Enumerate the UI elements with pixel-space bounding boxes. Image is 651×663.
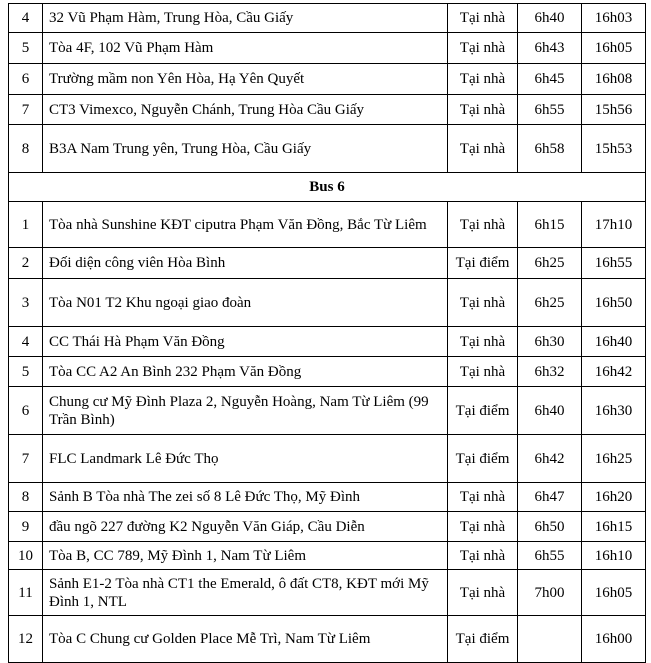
afternoon-time: 16h42: [582, 357, 646, 387]
afternoon-time: 15h53: [582, 125, 646, 173]
table-row: [9, 125, 646, 173]
stop-number: 7: [9, 95, 43, 125]
table-row: [9, 4, 646, 33]
stop-number: 7: [9, 435, 43, 483]
pickup-type: Tại điểm: [448, 616, 518, 663]
stop-address: đầu ngõ 227 đường K2 Nguyễn Văn Giáp, Cầu Diễn: [43, 512, 448, 542]
section-row: [9, 173, 646, 202]
morning-time: 6h30: [518, 327, 582, 357]
stop-address: 32 Vũ Phạm Hàm, Trung Hòa, Cầu Giấy: [43, 4, 448, 33]
afternoon-time: 16h25: [582, 435, 646, 483]
stop-number: 6: [9, 64, 43, 95]
morning-time: 6h32: [518, 357, 582, 387]
pickup-type: Tại nhà: [448, 357, 518, 387]
stop-number: 12: [9, 616, 43, 663]
stop-address: CC Thái Hà Phạm Văn Đồng: [43, 327, 448, 357]
table-row: [9, 279, 646, 327]
table-row: [9, 33, 646, 64]
pickup-type: Tại nhà: [448, 33, 518, 64]
pickup-type: Tại điểm: [448, 248, 518, 279]
afternoon-time: 16h03: [582, 4, 646, 33]
morning-time: 6h55: [518, 542, 582, 570]
pickup-type: Tại nhà: [448, 4, 518, 33]
table-row: [9, 327, 646, 357]
pickup-type: Tại nhà: [448, 327, 518, 357]
bus-section-title: Bus 6: [9, 173, 646, 202]
table-row: [9, 435, 646, 483]
stop-number: 8: [9, 125, 43, 173]
pickup-type: Tại nhà: [448, 95, 518, 125]
afternoon-time: 16h40: [582, 327, 646, 357]
bus-schedule-table: [8, 3, 646, 663]
morning-time: 6h50: [518, 512, 582, 542]
morning-time: 6h25: [518, 279, 582, 327]
morning-time: [518, 616, 582, 663]
table-row: [9, 512, 646, 542]
stop-number: 6: [9, 387, 43, 435]
stop-address: Sảnh E1-2 Tòa nhà CT1 the Emerald, ô đất CT8, KĐT mới Mỹ Đình 1, NTL: [43, 570, 448, 616]
stop-number: 8: [9, 483, 43, 512]
stop-address: CT3 Vimexco, Nguyễn Chánh, Trung Hòa Cầu Giấy: [43, 95, 448, 125]
table-row: [9, 357, 646, 387]
afternoon-time: 16h05: [582, 33, 646, 64]
table-row: [9, 64, 646, 95]
stop-number: 5: [9, 33, 43, 64]
stop-address: Tòa CC A2 An Bình 232 Phạm Văn Đồng: [43, 357, 448, 387]
stop-address: Tòa nhà Sunshine KĐT ciputra Phạm Văn Đồng, Bắc Từ Liêm: [43, 202, 448, 248]
table-row: [9, 542, 646, 570]
stop-number: 11: [9, 570, 43, 616]
pickup-type: Tại nhà: [448, 483, 518, 512]
pickup-type: Tại nhà: [448, 125, 518, 173]
stop-number: 1: [9, 202, 43, 248]
morning-time: 6h55: [518, 95, 582, 125]
stop-address: Tòa 4F, 102 Vũ Phạm Hàm: [43, 33, 448, 64]
afternoon-time: 16h15: [582, 512, 646, 542]
stop-address: Chung cư Mỹ Đình Plaza 2, Nguyễn Hoàng, Nam Từ Liêm (99 Trần Bình): [43, 387, 448, 435]
stop-address: Tòa N01 T2 Khu ngoại giao đoàn: [43, 279, 448, 327]
stop-number: 10: [9, 542, 43, 570]
pickup-type: Tại nhà: [448, 202, 518, 248]
pickup-type: Tại nhà: [448, 512, 518, 542]
afternoon-time: 16h10: [582, 542, 646, 570]
pickup-type: Tại nhà: [448, 542, 518, 570]
morning-time: 6h47: [518, 483, 582, 512]
pickup-type: Tại nhà: [448, 64, 518, 95]
table-row: [9, 387, 646, 435]
morning-time: 6h25: [518, 248, 582, 279]
morning-time: 6h58: [518, 125, 582, 173]
afternoon-time: 16h30: [582, 387, 646, 435]
pickup-type: Tại điểm: [448, 387, 518, 435]
afternoon-time: 16h00: [582, 616, 646, 663]
stop-number: 9: [9, 512, 43, 542]
morning-time: 6h43: [518, 33, 582, 64]
afternoon-time: 16h55: [582, 248, 646, 279]
afternoon-time: 17h10: [582, 202, 646, 248]
stop-address: Tòa B, CC 789, Mỹ Đình 1, Nam Từ Liêm: [43, 542, 448, 570]
stop-number: 2: [9, 248, 43, 279]
stop-address: FLC Landmark Lê Đức Thọ: [43, 435, 448, 483]
morning-time: 6h15: [518, 202, 582, 248]
pickup-type: Tại điểm: [448, 435, 518, 483]
pickup-type: Tại nhà: [448, 570, 518, 616]
morning-time: 6h45: [518, 64, 582, 95]
afternoon-time: 15h56: [582, 95, 646, 125]
morning-time: 6h40: [518, 387, 582, 435]
afternoon-time: 16h08: [582, 64, 646, 95]
stop-number: 4: [9, 327, 43, 357]
morning-time: 6h42: [518, 435, 582, 483]
stop-address: B3A Nam Trung yên, Trung Hòa, Cầu Giấy: [43, 125, 448, 173]
table-row: [9, 483, 646, 512]
table-row: [9, 570, 646, 616]
afternoon-time: 16h20: [582, 483, 646, 512]
morning-time: 6h40: [518, 4, 582, 33]
table-row: [9, 248, 646, 279]
stop-address: Đối diện công viên Hòa Bình: [43, 248, 448, 279]
stop-number: 5: [9, 357, 43, 387]
stop-number: 4: [9, 4, 43, 33]
pickup-type: Tại nhà: [448, 279, 518, 327]
stop-address: Trường mầm non Yên Hòa, Hạ Yên Quyết: [43, 64, 448, 95]
afternoon-time: 16h50: [582, 279, 646, 327]
table-row: [9, 202, 646, 248]
table-row: [9, 95, 646, 125]
morning-time: 7h00: [518, 570, 582, 616]
afternoon-time: 16h05: [582, 570, 646, 616]
stop-address: Tòa C Chung cư Golden Place Mễ Trì, Nam Từ Liêm: [43, 616, 448, 663]
stop-number: 3: [9, 279, 43, 327]
stop-address: Sảnh B Tòa nhà The zei số 8 Lê Đức Thọ, Mỹ Đình: [43, 483, 448, 512]
table-row: [9, 616, 646, 663]
